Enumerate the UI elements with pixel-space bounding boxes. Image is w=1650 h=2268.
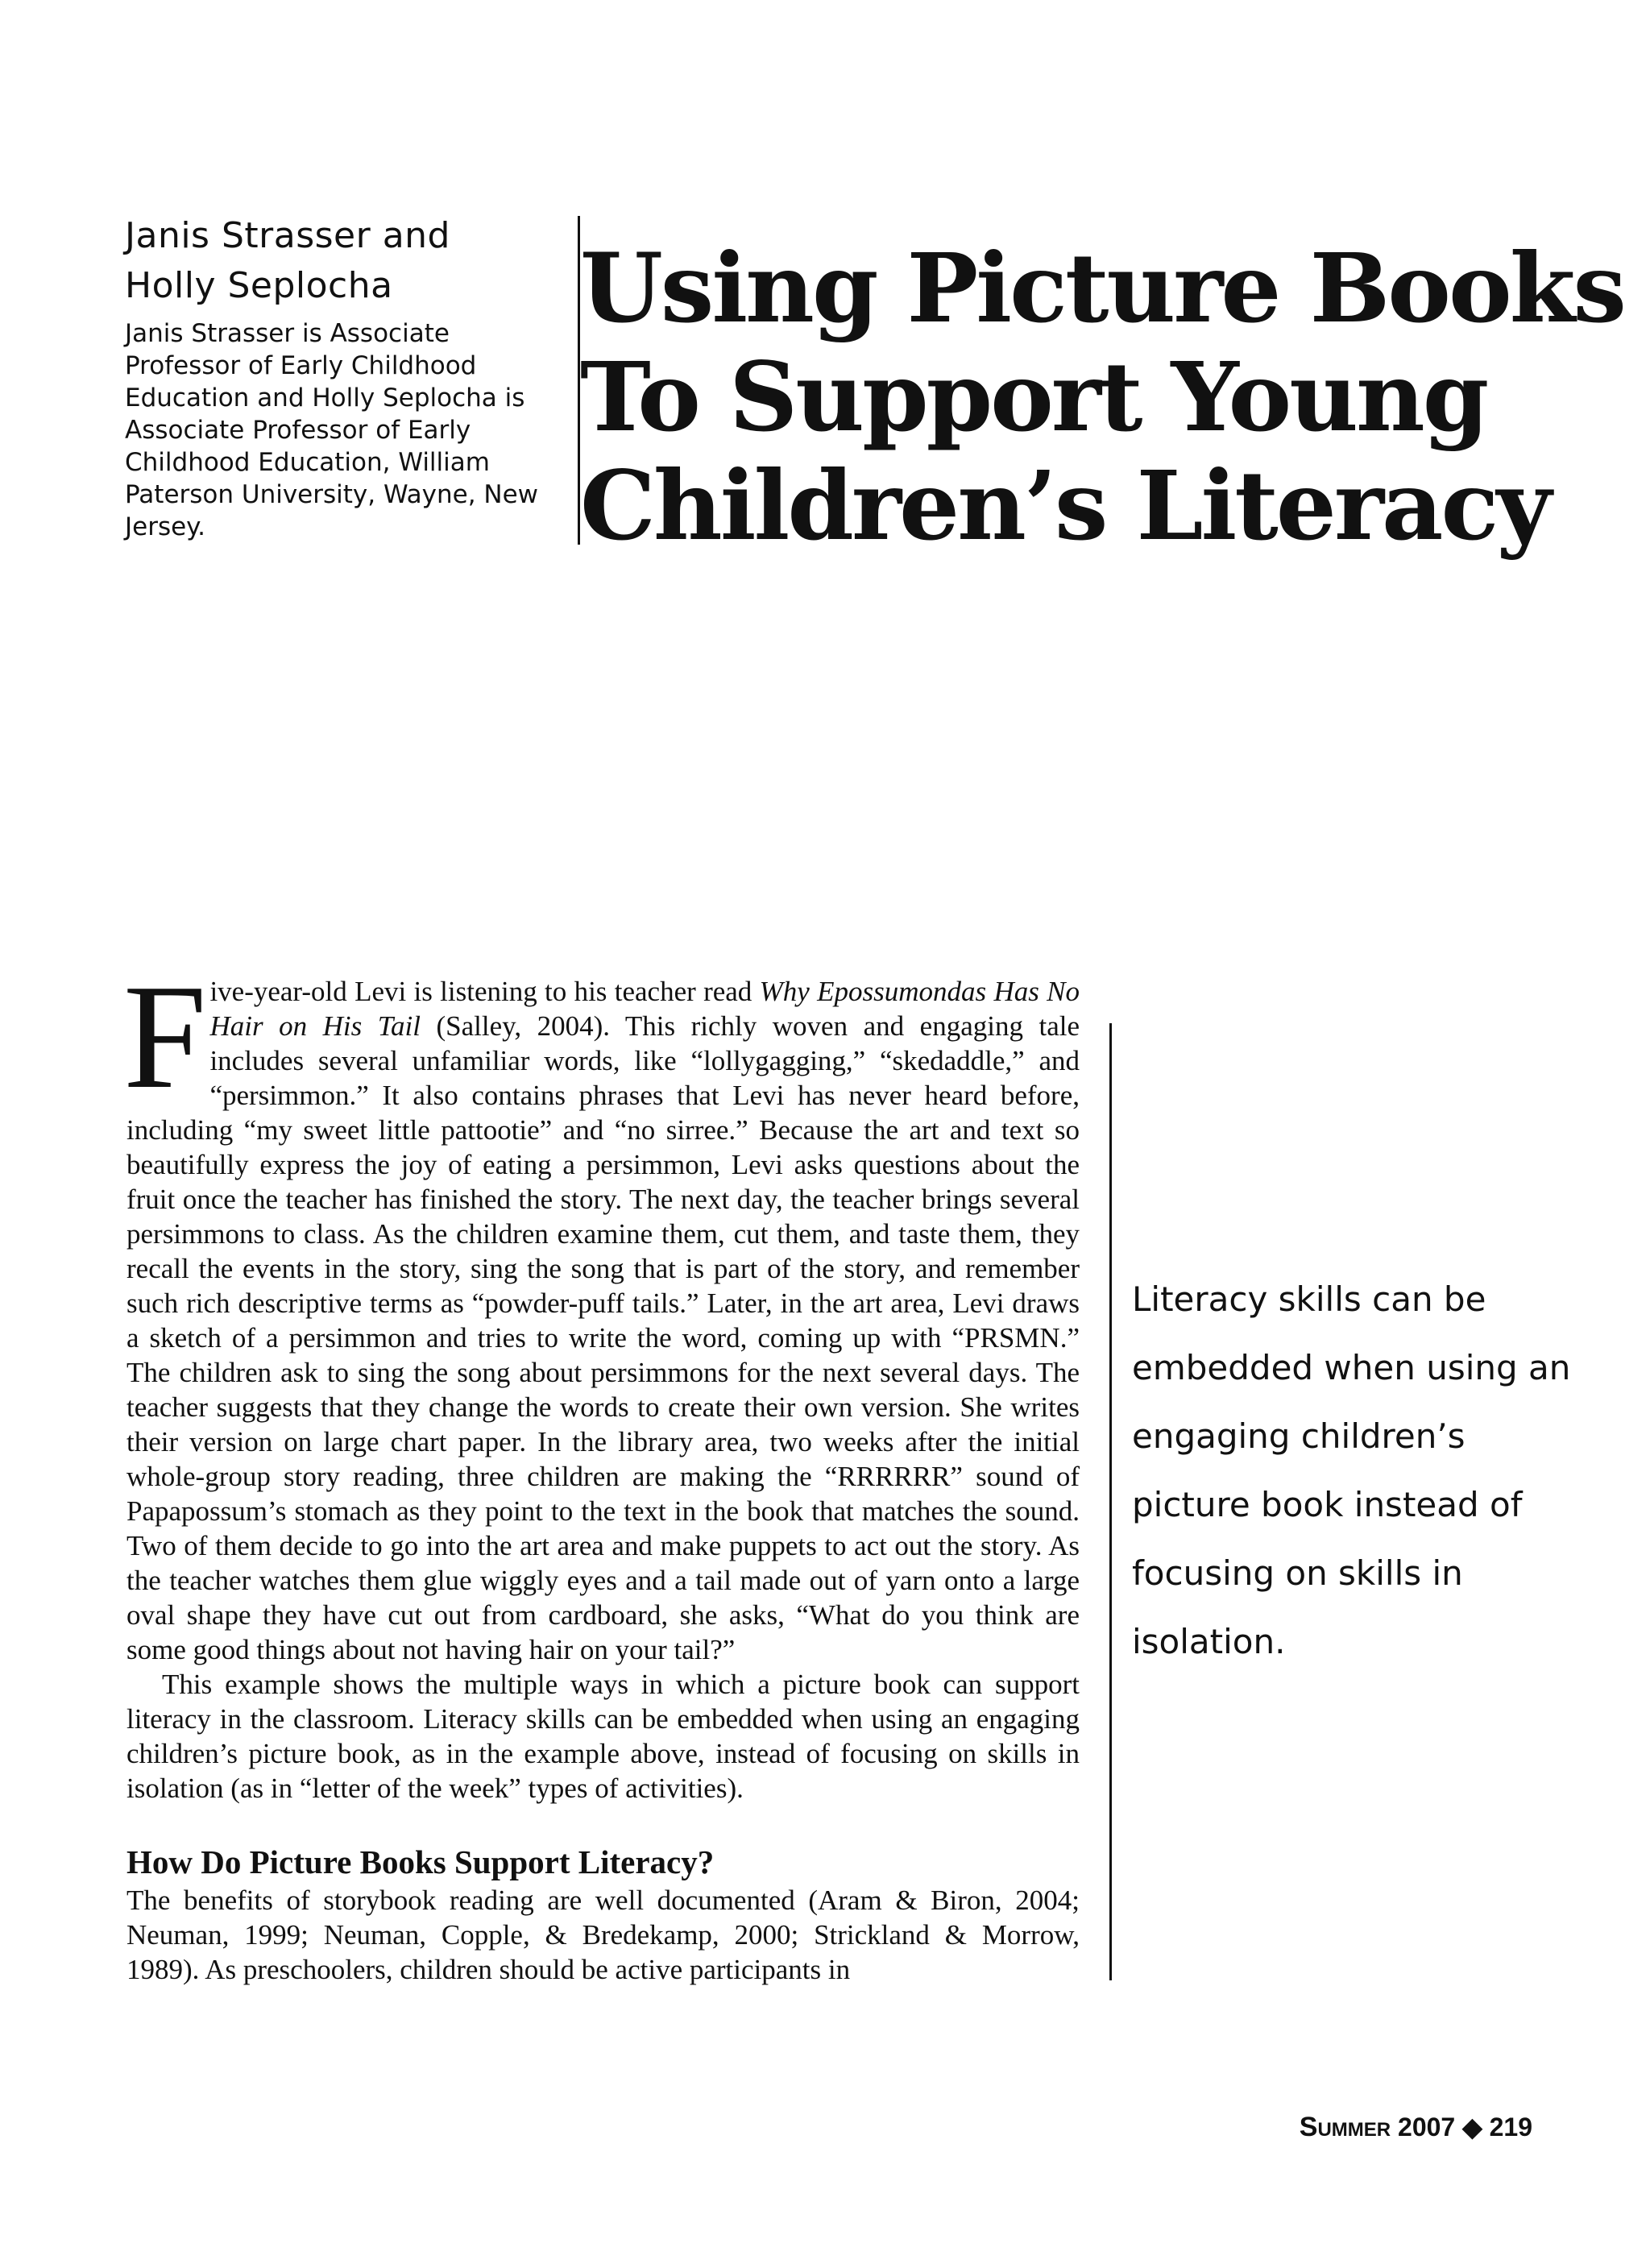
author-name-line-2: Holly Seplocha [125, 265, 393, 306]
author-block [125, 211, 552, 543]
pull-quote: Literacy skills can be embedded when using an engaging children’s picture book instead of focusing on skills in isolation. [1132, 1279, 1571, 1661]
author-name-line-1: Janis Strasser and [125, 215, 450, 256]
footer-year: 2007 [1398, 2113, 1456, 2142]
title-line-2: To Support Young [580, 341, 1487, 453]
p1-text-b: (Salley, 2004). This richly woven and engaging tale includes several unfamiliar words, like “lollygagging,” “skedaddle,” and “persimmon.” It also contains phrases that Levi has never heard before, including “my sweet little pattootie” and “no sirree.” Because the art and text so beautifully express the joy of eating a persimmon, Levi asks questions about the fruit once the teacher has finished the story. The next day, the teacher brings several persimmons to class. As the children examine them, cut them, and taste them, they recall the events in the story, sing the song that is part of the story, and remember such rich descriptive terms as “powder-puff tails.” Later, in the art area, Levi draws a sketch of a persimmon and tries to write the word, coming up with “PRSMN.” The children ask to sing the song about persimmons for the next several days. The teacher suggests that they change the words to create their own version. She writes their version on large chart paper. In the library area, two weeks after the initial whole-group story reading, three children are making the “RRRRRR” sound of Papapossum’s stomach as they point to the text in the book that matches the sound. Two of them decide to go into the art area and make puppets to act out the story. As the teacher watches them glue wiggly eyes and a tail made out of yarn onto a large oval shape they have cut out from cardboard, she asks, “What do you think are some good things about not having hair on your tail?” [126, 1010, 1080, 1665]
body-paragraph-3: The benefits of storybook reading are well documented (Aram & Biron, 2004; Neuman, 1999; Neuman, Copple, & Bredekamp, 2000; Strickland & Morrow, 1989). As preschoolers, children should be active participants in [126, 1884, 1080, 1985]
drop-cap: F [123, 954, 207, 1120]
diamond-icon: ◆ [1462, 2113, 1482, 2142]
author-bio: Janis Strasser is Associate Professor of Early Childhood Education and Holly Seplocha is Associate Professor of Early Childhood Education, William Paterson University, Wayne, New Jersey. [125, 319, 539, 541]
title-line-3: Children’s Literacy [580, 450, 1549, 562]
article-title [580, 234, 1650, 560]
page-number: 219 [1489, 2113, 1532, 2142]
page-footer [1300, 2111, 1532, 2143]
p1-text-a: ive-year-old Levi is listening to his teacher read [209, 976, 760, 1007]
footer-season: Summer [1299, 2112, 1391, 2142]
article-body [123, 882, 1080, 1987]
title-line-1: Using Picture Books [580, 232, 1624, 344]
body-paragraph-2: This example shows the multiple ways in which a picture book can support literacy in the classroom. Literacy skills can be embedded when using an engaging children’s picture book, as in the example above, instead of focusing on skills in isolation (as in “letter of the week” types of activities). [126, 1669, 1080, 1804]
book-title: Why Epossumondas Has No Hair on His Tail [209, 976, 1080, 1042]
body-paragraph-1 [123, 882, 1080, 1667]
column-divider [1109, 1023, 1112, 1980]
section-heading: How Do Picture Books Support Literacy? [126, 1843, 715, 1880]
